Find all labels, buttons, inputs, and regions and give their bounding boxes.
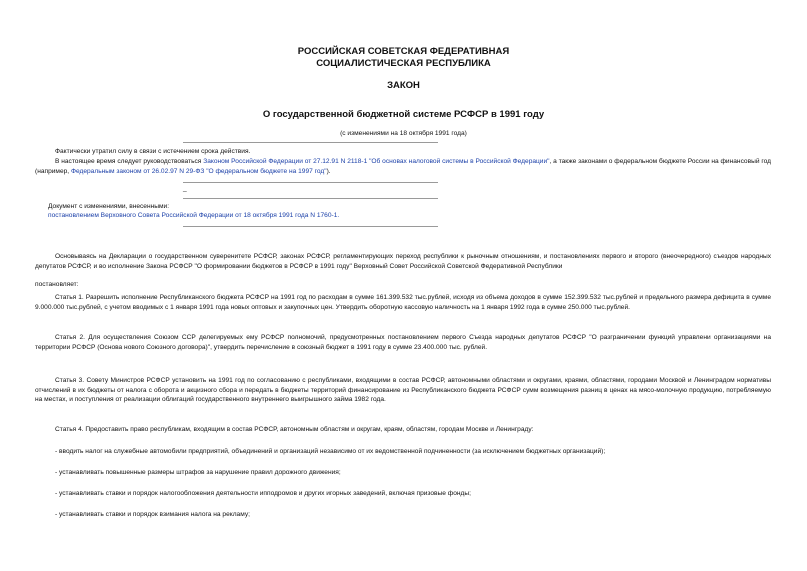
preamble: Основываясь на Декларации о государственном суверенитете РСФСР, законах РСФСР, регламентирующих переход республики к рыночным отношениям, и постановлениях первого и второго (внеочередного) съездов народных депутатов РСФСР, и во исполнение Закона РСФСР "О формировании бюджетов в РСФСР в 1991 году" Верховный Совет Российской Советской Федеративной Республики xyxy=(35,253,771,270)
list-item: - устанавливать ставки и порядок налогообложения деятельности ипподромов и других игорных заведений, включая призовые фонды; xyxy=(55,490,471,497)
divider-3 xyxy=(183,226,438,227)
header-line-2: СОЦИАЛИСТИЧЕСКАЯ РЕСПУБЛИКА xyxy=(316,58,491,69)
article-2: Статья 2. Для осуществления Союзом ССР делегируемых ему РСФСР полномочий, предусмотренных постановлением первого Съезда народных депутатов РСФСР "О разграничении функций управлени организациями на территории РСФСР (Основа нового Союзного договора)", утвердить перечисление в союзный бюджет в 1991 году в сумме 23.400.000 тыс. рублей. xyxy=(35,334,771,351)
article-1: Статья 1. Разрешить исполнение Республиканского бюджета РСФСР на 1991 год по расходам в сумме 161.399.532 тыс.рублей, исходя из объема доходов в сумме 152.399.532 тыс.рублей и предельного размера дефицита в сумме 9.000.000 тыс.рублей, с учетом вводимых с 1 января 1991 года новых оптовых и закупочных цен. Утвердить оборотную кассовую наличность на 1 января 1992 года в сумме 250.000 тыс.рублей. xyxy=(35,294,771,311)
divider-1 xyxy=(183,182,438,183)
divider-2 xyxy=(183,198,438,199)
divider-top xyxy=(183,142,438,143)
list-item: - устанавливать ставки и порядок взимания налога на рекламу; xyxy=(55,511,250,518)
decree-word: постановляет: xyxy=(35,281,79,288)
document-type: ЗАКОН xyxy=(387,80,420,91)
expired-note: Фактически утратил силу в связи с истечением срока действия. xyxy=(55,148,251,155)
amendment-note: (с изменениями на 18 октября 1991 года) xyxy=(340,130,467,137)
list-item: - устанавливать повышенные размеры штрафов за нарушение правил дорожного движения; xyxy=(55,469,341,476)
law-link-2118-1[interactable]: Законом Российской Федерации от 27.12.91 N 2118-1 "Об основах налоговой системы в Российской Федерации" xyxy=(203,158,550,165)
guidance-paragraph xyxy=(35,157,771,176)
guidance-prefix: В настоящее время следует руководствоваться xyxy=(55,158,204,165)
dash-mark: _ xyxy=(183,185,187,192)
amendment-link-1760-1[interactable]: постановлением Верховного Совета Российской Федерации от 18 октября 1991 года N 1760-1. xyxy=(48,212,340,219)
header-line-1: РОССИЙСКАЯ СОВЕТСКАЯ ФЕДЕРАТИВНАЯ xyxy=(297,46,510,57)
article-4: Статья 4. Предоставить право республикам, входящим в состав РСФСР, автономным областям и округам, краям, областям, городам Москве и Ленинграду: xyxy=(55,426,534,433)
article-3: Статья 3. Совету Министров РСФСР установить на 1991 год по согласованию с республиками, входящими в состав РСФСР, автономными областями и округами, краями, областями, городами Москвой и Ленинградом нормативы отчислений в их бюджеты от налога с оборота и акцизного сбора и передать в бюджеты территорий финансирование из Республиканского бюджета РСФСР сумм возмещения разниц в ценах на мясо-молочную продукцию, потребляемую на местах, и поступления от реализации облигаций государственного внутреннего выигрышного займа 1982 года. xyxy=(35,377,771,404)
guidance-middle: , а также законами о федеральном бюджете России на финансовый год (например, xyxy=(35,158,771,175)
document-title: О государственной бюджетной системе РСФСР в 1991 году xyxy=(262,109,545,120)
amendments-label: Документ с изменениями, внесенными: xyxy=(48,203,170,210)
law-link-29-fz[interactable]: Федеральным законом от 26.02.97 N 29-ФЗ "О федеральном бюджете на 1997 год" xyxy=(70,167,327,175)
list-item: - вводить налог на служебные автомобили предприятий, объединений и организаций независимо от их ведомственной подчиненности (за исключением бюджетных организаций); xyxy=(55,448,606,455)
guidance-suffix: ). xyxy=(326,167,331,175)
